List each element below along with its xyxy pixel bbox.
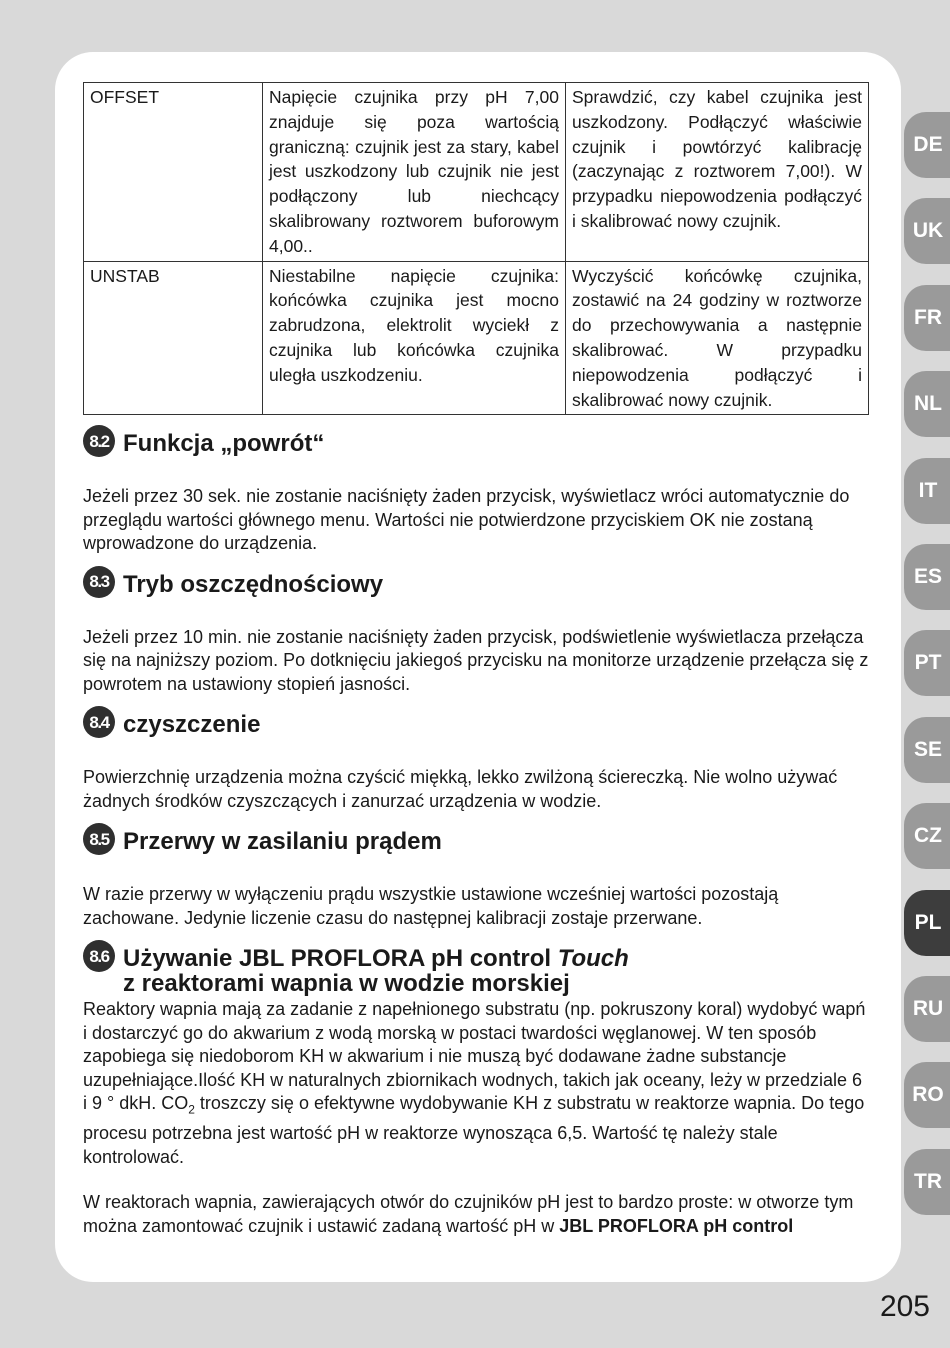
error-code: UNSTAB: [84, 261, 263, 415]
section-number-badge: 8.3: [83, 566, 115, 598]
language-tab-de: DE: [904, 112, 950, 178]
section-8-5: [83, 827, 869, 930]
language-tab-tr: TR: [904, 1149, 950, 1215]
text-part: troszczy się o efektywne wydobywanie KH z substratu w reaktorze wapnia. Do tego procesu potrzebna jest wartość pH w reaktorze wynosząca 6,5. Wartość tę należy stale kontrolować.: [83, 1093, 865, 1167]
error-cause: Niestabilne napięcie czujnika: końcówka czujnika jest mocno zabrudzona, elektrolit wyciekł z czujnika lub końcówka czujnika uległa uszkodzeniu.: [263, 261, 566, 415]
section-title-line2: z reaktorami wapnia w wodzie morskiej: [123, 970, 570, 998]
section-number-badge: 8.6: [83, 940, 115, 972]
section-heading: [83, 429, 869, 457]
section-title-italic: Touch: [557, 945, 629, 973]
language-tab-ro: RO: [904, 1062, 950, 1128]
language-tab-nl: NL: [904, 371, 950, 437]
language-tab-cz: CZ: [904, 803, 950, 869]
page-content: [83, 82, 869, 1238]
section-heading: [83, 710, 869, 738]
section-title: Tryb oszczędnościowy: [123, 570, 384, 598]
section-8-6: [83, 944, 869, 1238]
subscript: 2: [188, 1102, 195, 1117]
error-code: OFFSET: [84, 83, 263, 262]
page-number: 205: [879, 1290, 930, 1323]
language-tab-pt: PT: [904, 630, 950, 696]
section-number-badge: 8.2: [83, 425, 115, 457]
section-text: [83, 1191, 869, 1238]
section-text: W razie przerwy w wyłączeniu prądu wszystkie ustawione wcześniej wartości pozostają zachowane. Jedynie liczenie czasu do następnej kalibracji zostaje przerwane.: [83, 884, 779, 928]
text-part: Reaktory wapnia mają za zadanie z napełnionego substratu (np. pokruszony koral) wydobyć wapń i dostarczyć go do akwarium z wodą morską w postaci twardości węglanowej. W ten sposób zapobiega się niedoborom KH w akwarium i nie muszą być dodawane żadne substancje uzupełniające.Ilość KH w naturalnych zbiornikach wodnych, takich jak oceany, leży w przedziale 6 i 9 ° dkH. CO: [83, 999, 866, 1114]
language-tab-ru: RU: [904, 976, 950, 1042]
error-remedy: Wyczyścić końcówkę czujnika, zostawić na 24 godziny w roztworze do przechowywania a następnie skalibrować. W przypadku niepowodzenia podłączyć i skalibrować nowy czujnik.: [566, 261, 869, 415]
section-heading: [83, 827, 869, 855]
language-tab-es: ES: [904, 544, 950, 610]
error-table: [83, 82, 869, 415]
section-title: [123, 944, 629, 996]
section-8-4: [83, 710, 869, 813]
section-number-badge: 8.5: [83, 823, 115, 855]
section-heading: [83, 944, 869, 996]
table-row: [84, 261, 869, 415]
language-tab-se: SE: [904, 717, 950, 783]
section-title: Funkcja „powrót“: [123, 430, 325, 458]
product-name: JBL PROFLORA pH control: [559, 1215, 794, 1236]
section-text: [83, 998, 869, 1169]
text-part: W reaktorach wapnia, zawierających otwór do czujników pH jest to bardzo proste: w otworze tym można zamontować czujnik i ustawić zadaną wartość pH w: [83, 1192, 854, 1236]
language-tab-fr: FR: [904, 285, 950, 351]
section-title-part: Używanie JBL PROFLORA pH control: [123, 945, 558, 973]
document-page: [55, 52, 901, 1282]
section-heading: [83, 570, 869, 598]
section-text: Jeżeli przez 30 sek. nie zostanie naciśnięty żaden przycisk, wyświetlacz wróci automatycznie do przeglądu wartości głównego menu. Wartości nie potwierdzone przyciskiem OK nie zostaną wprowadzone do urządzenia.: [83, 486, 850, 554]
section-8-2: [83, 429, 869, 556]
section-title: Przerwy w zasilaniu prądem: [123, 828, 442, 856]
language-tab-pl: PL: [904, 890, 950, 956]
section-number-badge: 8.4: [83, 706, 115, 738]
error-remedy: Sprawdzić, czy kabel czujnika jest uszkodzony. Podłączyć właściwie czujnik i powtórzyć kalibrację (zaczynając z roztworem 7,00!). W przypadku niepowodzenia podłączyć i skalibrować nowy czujnik.: [566, 83, 869, 262]
section-text: Jeżeli przez 10 min. nie zostanie naciśnięty żaden przycisk, podświetlenie wyświetlacza przełącza się na najniższy poziom. Po dotknięciu jakiegoś przycisku na monitorze urządzenie przełącza się z powrotem na ustawiony stopień jasności.: [83, 626, 869, 694]
table-row: [84, 83, 869, 262]
language-tab-it: IT: [904, 458, 950, 524]
language-tab-uk: UK: [904, 198, 950, 264]
section-text: Powierzchnię urządzenia można czyścić miękką, lekko zwilżoną ściereczką. Nie wolno używać żadnych środków czyszczących i zanurzać urządzenia w wodzie.: [83, 767, 838, 811]
error-cause: Napięcie czujnika przy pH 7,00 znajduje się poza wartością graniczną: czujnik jest za stary, kabel jest uszkodzony lub czujnik nie jest podłączony lub niechcący skalibrowany roztworem buforowym 4,00..: [263, 83, 566, 262]
section-title: czyszczenie: [123, 711, 261, 739]
section-8-3: [83, 570, 869, 697]
